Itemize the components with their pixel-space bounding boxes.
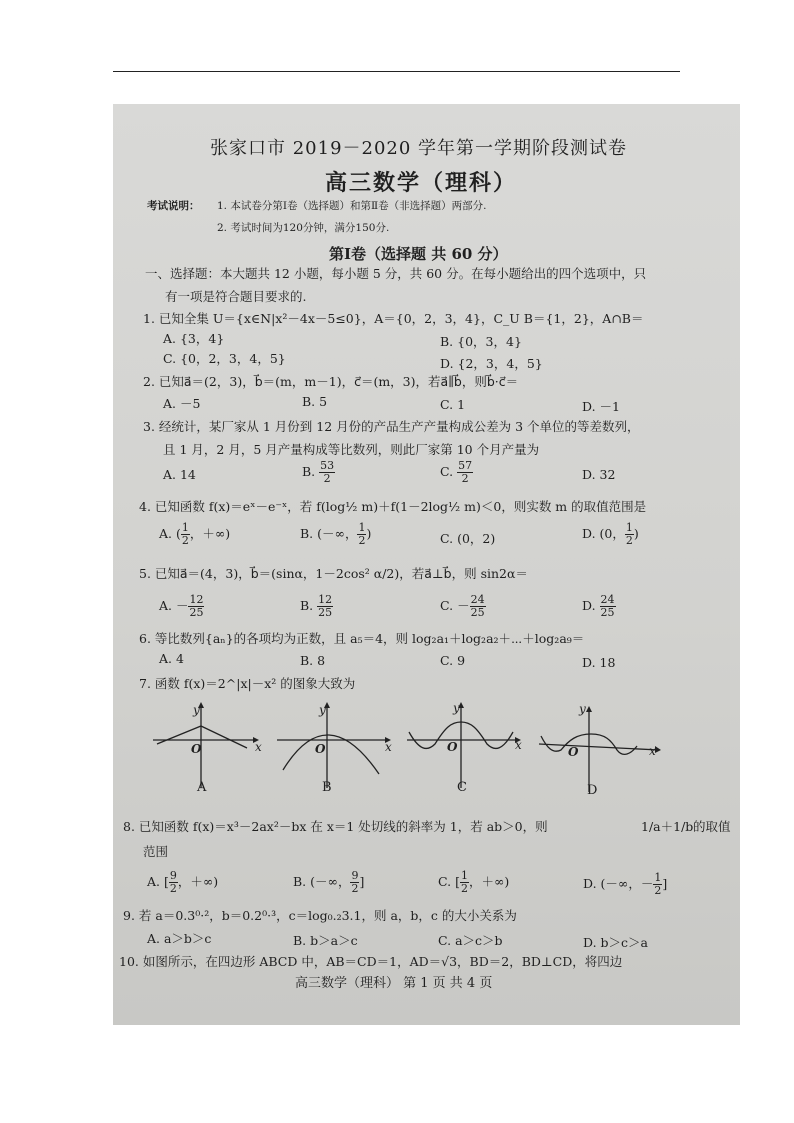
q9-stem: 9. 若 a＝0.3⁰·²，b＝0.2⁰·³，c＝log₀.₂3.1，则 a，b，c 的大小关系为 [123, 908, 517, 923]
q8-option-a-post: ，＋∞) [177, 874, 219, 889]
top-rule [113, 71, 680, 72]
q4-option-a-post: ，＋∞) [189, 526, 231, 541]
q4-option-b [300, 522, 371, 547]
q5-option-c-fraction [470, 594, 486, 619]
q3-option-b-num: 53 [320, 459, 335, 472]
q7-stem: 7. 函数 f(x)＝2^|x|－x² 的图象大致为 [139, 676, 356, 691]
q8-option-a [147, 870, 218, 895]
q3-stem-line1: 3. 经统计，某厂家从 1 月份到 12 月份的产品生产产量构成公差为 3 个单位的等差数列， [143, 419, 640, 434]
q7-graph-c-label: C [457, 780, 467, 795]
q4-option-a-pre: ( [176, 526, 181, 541]
q4-option-d-post: ) [633, 526, 639, 541]
q8-option-d-post: ] [662, 876, 668, 891]
q8-stem-expression: 1/a＋1/b [641, 819, 694, 834]
q3-option-c [440, 460, 473, 485]
q4-option-d-pre: (0， [599, 526, 625, 541]
q9-option-d: D. b＞c＞a [583, 935, 648, 950]
q4-option-b-post: ) [366, 526, 372, 541]
q7-graph-a-x-label: x [255, 740, 262, 754]
q4-option-a [159, 522, 230, 547]
q4-option-a-label: A. [159, 526, 173, 541]
q6-stem: 6. 等比数列{aₙ}的各项均为正数，且 a₅＝4，则 log₂a₁＋log₂a₂＋⋯＋log₂a₉＝ [139, 631, 585, 646]
q3-option-c-fraction [457, 460, 473, 485]
q2-option-c: C. 1 [440, 397, 466, 412]
q8-option-a-label: A. [147, 874, 161, 889]
q3-option-c-den: 2 [461, 472, 469, 485]
q9-option-b: B. b＞a＞c [293, 933, 358, 948]
q4-option-a-num: 1 [181, 521, 189, 534]
q3-stem-line2: 且 1 月，2 月，5 月产量构成等比数列，则此厂家第 10 个月产量为 [163, 442, 540, 457]
q5-option-d-label: D. [582, 598, 596, 613]
q4-option-b-label: B. [300, 526, 314, 541]
exam-subtitle: 高三数学（理科） [325, 170, 518, 196]
q8-option-d-num: 1 [654, 871, 662, 884]
q7-graph-c-x-label: x [515, 738, 522, 752]
q7-graph-d-y-label: y [579, 702, 586, 716]
q8-option-d-den: 2 [654, 884, 662, 897]
q8-option-c [438, 870, 509, 895]
q5-option-a-den: 25 [189, 606, 204, 619]
q8-option-d-label: D. [583, 876, 597, 891]
q8-option-c-num: 1 [460, 869, 468, 882]
q5-option-c [440, 594, 486, 619]
q6-option-c: C. 9 [440, 653, 466, 668]
q7-graph-c [405, 700, 525, 790]
q5-option-d [582, 594, 616, 619]
q2-stem: 2. 已知a⃗＝(2，3)，b⃗＝(m，m－1)，c⃗＝(m，3)，若a⃗∥b⃗，则b⃗·c⃗＝ [143, 374, 519, 389]
q5-option-a-num: 12 [189, 593, 204, 606]
q7-graph-a-label: A [197, 780, 207, 795]
q4-option-b-den: 2 [358, 534, 366, 547]
q8-stem-suffix: 的取值 [693, 819, 731, 834]
q7-graph-d [537, 704, 667, 794]
q3-option-d: D. 32 [582, 467, 616, 482]
q8-option-d-fraction [653, 872, 662, 897]
q8-option-c-label: C. [438, 874, 452, 889]
q8-option-b-post: ] [359, 874, 365, 889]
q8-option-b-label: B. [293, 874, 307, 889]
q8-option-c-post: ，＋∞) [468, 874, 510, 889]
q8-option-a-num: 9 [169, 869, 177, 882]
q4-stem: 4. 已知函数 f(x)＝eˣ－e⁻ˣ，若 f(log½ m)＋f(1－2log½ m)＜0，则实数 m 的取值范围是 [139, 499, 647, 514]
q4-option-d-den: 2 [625, 534, 633, 547]
q3-option-b-den: 2 [323, 472, 331, 485]
q5-option-b-fraction [317, 594, 333, 619]
q8-option-d-pre: (－∞，－ [600, 876, 654, 891]
q3-option-a: A. 14 [163, 467, 196, 482]
q2-option-b: B. 5 [302, 394, 328, 409]
q5-stem: 5. 已知a⃗＝(4，3)，b⃗＝(sinα，1－2cos² α/2)，若a⃗⊥b⃗，则 sin2α＝ [139, 566, 528, 581]
q8-option-d [583, 872, 667, 897]
exam-page [113, 104, 740, 1025]
q5-option-b-label: B. [300, 598, 314, 613]
instructions-line1: 一、选择题：本大题共 12 小题，每小题 5 分，共 60 分。在每小题给出的四个选项中，只 [145, 266, 647, 281]
q4-option-c: C. (0，2) [440, 531, 496, 546]
q1-option-d: D. {2，3，4，5} [440, 356, 543, 371]
q1-option-c: C. {0，2，3，4，5} [163, 351, 286, 366]
q8-option-a-pre: [ [164, 874, 169, 889]
q3-option-c-label: C. [440, 464, 454, 479]
q7-graph-b-label: B [322, 780, 332, 795]
q8-option-b-pre: (－∞， [310, 874, 351, 889]
q4-option-a-fraction [181, 522, 190, 547]
q6-option-b: B. 8 [300, 653, 326, 668]
q2-option-d: D. －1 [582, 399, 620, 414]
q2-option-a: A. －5 [163, 396, 201, 411]
q7-graph-c-y-label: y [453, 701, 460, 715]
q7-graph-a-origin: O [191, 742, 202, 756]
instructions-line2: 有一项是符合题目要求的. [165, 289, 307, 304]
q5-option-c-label: C. － [440, 598, 470, 613]
q3-option-b-label: B. [302, 464, 316, 479]
q7-graph-d-label: D [587, 783, 598, 798]
notes-label: 考试说明： [147, 200, 200, 212]
q8-option-a-den: 2 [169, 882, 177, 895]
q10-stem: 10. 如图所示，在四边形 ABCD 中，AB＝CD＝1，AD＝√3，BD＝2，BD⊥CD，将四边 [119, 954, 623, 969]
q8-option-c-den: 2 [460, 882, 468, 895]
q5-option-b-num: 12 [318, 593, 333, 606]
q5-option-d-den: 25 [600, 606, 615, 619]
q8-option-c-pre: [ [455, 874, 460, 889]
q7-graph-a-y-label: y [193, 703, 200, 717]
q4-option-d-fraction [625, 522, 634, 547]
q5-option-a [159, 594, 204, 619]
q7-graph-b-y-label: y [319, 703, 326, 717]
q8-option-b [293, 870, 364, 895]
q5-option-b-den: 25 [318, 606, 333, 619]
q4-option-d [582, 522, 639, 547]
q4-option-d-num: 1 [625, 521, 633, 534]
notes-line2: 2. 考试时间为120分钟，满分150分. [217, 222, 390, 234]
q1-stem: 1. 已知全集 U＝{x∈N|x²－4x－5≤0}，A＝{0，2，3，4}，C_U B＝{1，2}，A∩B＝ [143, 311, 644, 326]
q7-graph-c-origin: O [447, 740, 458, 754]
q5-option-a-fraction [188, 594, 204, 619]
q1-option-a: A. {3，4} [163, 331, 225, 346]
q8-option-c-fraction [460, 870, 469, 895]
q1-option-b: B. {0，3，4} [440, 334, 522, 349]
q5-option-c-den: 25 [470, 606, 485, 619]
q8-stem-line1: 8. 已知函数 f(x)＝x³－2ax²－bx 在 x＝1 处切线的斜率为 1，若 ab＞0，则 [123, 819, 548, 834]
q4-option-b-num: 1 [358, 521, 366, 534]
q9-option-c: C. a＞c＞b [438, 933, 503, 948]
q9-option-a: A. a＞b＞c [147, 931, 212, 946]
notes-line1: 1. 本试卷分第Ⅰ卷（选择题）和第Ⅱ卷（非选择题）两部分. [217, 200, 487, 212]
q7-graph-a [151, 700, 261, 790]
q6-option-a: A. 4 [159, 651, 184, 666]
q8-option-b-num: 9 [351, 869, 359, 882]
section-title: 第Ⅰ卷（选择题 共 60 分） [329, 245, 508, 263]
q3-option-b-fraction [319, 460, 335, 485]
page-footer: 高三数学（理科） 第 1 页 共 4 页 [295, 976, 493, 991]
q4-option-b-pre: (－∞， [317, 526, 358, 541]
q3-option-b [302, 460, 335, 485]
q4-option-d-label: D. [582, 526, 596, 541]
q8-option-a-fraction [169, 870, 178, 895]
q7-graph-d-origin: O [568, 745, 579, 759]
q5-option-b [300, 594, 333, 619]
q4-option-a-den: 2 [181, 534, 189, 547]
q7-graph-b-origin: O [315, 742, 326, 756]
q5-option-d-fraction [600, 594, 616, 619]
q8-option-b-den: 2 [351, 882, 359, 895]
q7-graph-b [275, 700, 395, 790]
q5-option-c-num: 24 [470, 593, 485, 606]
q7-graph-b-x-label: x [385, 740, 392, 754]
q7-graph-d-x-label: x [649, 744, 656, 758]
q8-stem-line2: 范围 [143, 844, 169, 859]
q3-option-c-num: 57 [458, 459, 473, 472]
q6-option-d: D. 18 [582, 655, 616, 670]
exam-title: 张家口市 2019－2020 学年第一学期阶段测试卷 [210, 138, 628, 159]
q5-option-d-num: 24 [600, 593, 615, 606]
q5-option-a-label: A. － [159, 598, 189, 613]
